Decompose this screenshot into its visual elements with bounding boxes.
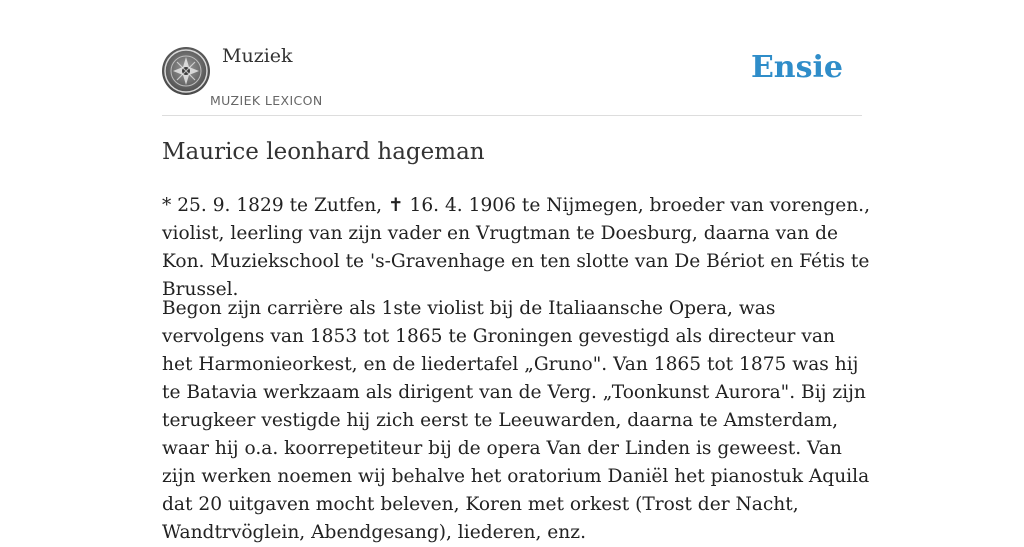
music-emblem-icon[interactable] xyxy=(162,47,210,95)
source-subtitle: MUZIEK LEXICON xyxy=(210,93,323,108)
article-paragraph: Begon zijn carrière als 1ste violist bij de Italiaansche Opera, was vervolgens van 1853 tot 1865 te Groningen gevestigd als directeur van het Harmonieorkest, en de liedertafel „Gruno". Van 1865 tot 1875 was hij te Batavia werkzaam als dirigent van de Verg. „Toonkunst Aurora". Bij zijn terugkeer vestigde hij zich eerst te Leeuwarden, daarna te Amsterdam, waar hij o.a. koorrepetiteur bij de opera Van der Linden is geweest. Van zijn werken noemen wij behalve het oratorium Daniël het pianostuk Aquila dat 20 uitgaven mocht beleven, Koren met orkest (Trost der Nacht, Wandtrvöglein, Abendgesang), liederen, enz. xyxy=(162,298,870,543)
article-title: Maurice leonhard hageman xyxy=(162,139,485,165)
brand-logo-link[interactable]: Ensie xyxy=(750,50,843,85)
article-paragraph: * 25. 9. 1829 te Zutfen, ✝ 16. 4. 1906 te Nijmegen, broeder van vorengen., violist, leerling van zijn vader en Vrugtman te Doesburg, daarna van de Kon. Muziekschool te 's-Gravenhage en ten slotte van De Bériot en Fétis te Brussel. xyxy=(162,195,870,300)
page-container xyxy=(162,0,870,543)
source-name-link[interactable]: Muziek xyxy=(222,45,293,67)
page-header xyxy=(162,0,862,116)
